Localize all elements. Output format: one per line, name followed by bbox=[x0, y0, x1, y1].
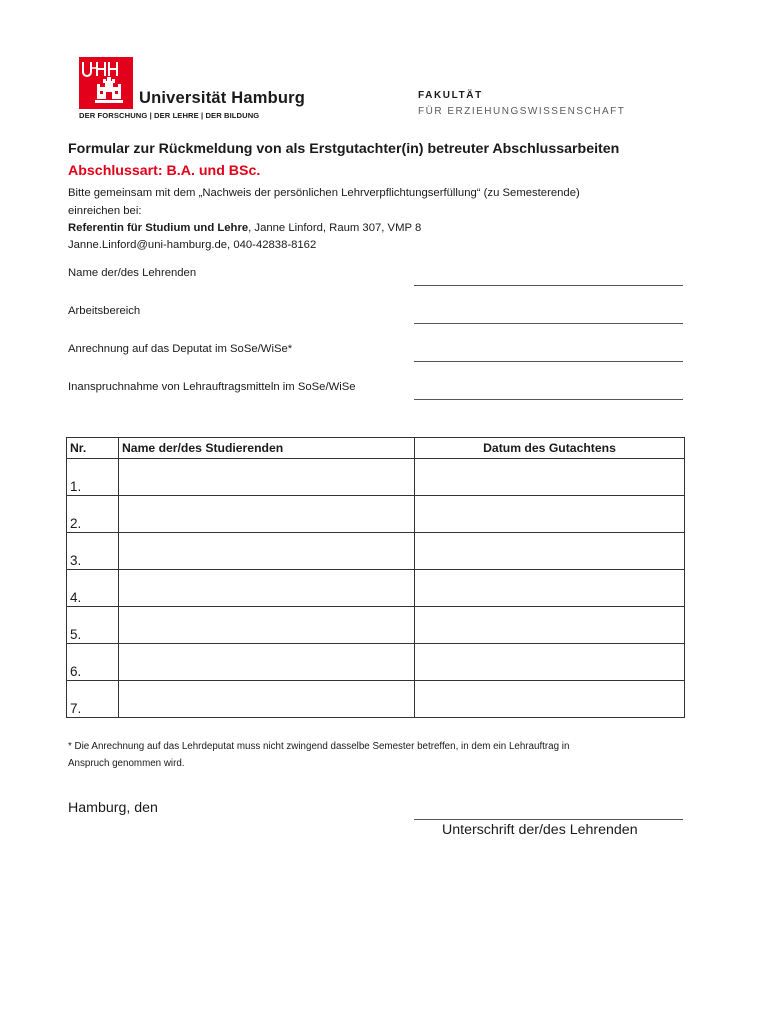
student-name-cell[interactable] bbox=[119, 533, 415, 570]
review-date-cell[interactable] bbox=[415, 533, 685, 570]
contact-details: , Janne Linford, Raum 307, VMP 8 bbox=[248, 222, 422, 234]
row-number: 6. bbox=[67, 644, 119, 681]
intro-text-line: einreichen bei: bbox=[68, 205, 142, 217]
contact-role: Referentin für Studium und Lehre bbox=[68, 222, 249, 234]
lecturer-name-field[interactable] bbox=[414, 285, 683, 286]
review-date-cell[interactable] bbox=[415, 496, 685, 533]
faculty-name: FÜR ERZIEHUNGSWISSENSCHAFT bbox=[418, 106, 626, 117]
student-name-cell[interactable] bbox=[119, 644, 415, 681]
row-number: 2. bbox=[67, 496, 119, 533]
student-name-cell[interactable] bbox=[119, 459, 415, 496]
table-row bbox=[67, 607, 685, 644]
work-area-field[interactable] bbox=[414, 323, 683, 324]
work-area-label: Arbeitsbereich bbox=[68, 305, 141, 317]
student-name-cell[interactable] bbox=[119, 496, 415, 533]
row-number: 7. bbox=[67, 681, 119, 718]
table-row bbox=[67, 459, 685, 496]
review-date-cell[interactable] bbox=[415, 570, 685, 607]
column-header-review-date: Datum des Gutachtens bbox=[415, 438, 685, 459]
form-subtitle: Abschlussart: B.A. und BSc. bbox=[68, 163, 261, 179]
faculty-label: FAKULTÄT bbox=[418, 90, 483, 101]
student-name-cell[interactable] bbox=[119, 681, 415, 718]
signature-label: Unterschrift der/des Lehrenden bbox=[442, 822, 638, 838]
review-date-cell[interactable] bbox=[415, 607, 685, 644]
review-date-cell[interactable] bbox=[415, 681, 685, 718]
student-name-cell[interactable] bbox=[119, 607, 415, 644]
table-row bbox=[67, 570, 685, 607]
row-number: 5. bbox=[67, 607, 119, 644]
contact-line bbox=[68, 222, 421, 234]
place-date-label: Hamburg, den bbox=[68, 800, 158, 816]
footnote-text: Anspruch genommen wird. bbox=[68, 758, 185, 769]
row-number: 3. bbox=[67, 533, 119, 570]
row-number: 4. bbox=[67, 570, 119, 607]
contact-email-phone: Janne.Linford@uni-hamburg.de, 040-42838-8162 bbox=[68, 239, 317, 251]
signature-field[interactable] bbox=[414, 819, 683, 820]
table-row bbox=[67, 496, 685, 533]
university-name: Universität Hamburg bbox=[139, 89, 306, 107]
table-row bbox=[67, 681, 685, 718]
student-name-cell[interactable] bbox=[119, 570, 415, 607]
lecturer-name-label: Name der/des Lehrenden bbox=[68, 267, 197, 279]
footnote-text: * Die Anrechnung auf das Lehrdeputat muss nicht zwingend dasselbe Semester betreffen, in dem ein Lehrauftrag in bbox=[68, 741, 570, 752]
column-header-student-name: Name der/des Studierenden bbox=[119, 438, 415, 459]
row-number: 1. bbox=[67, 459, 119, 496]
university-tagline: DER FORSCHUNG | DER LEHRE | DER BILDUNG bbox=[79, 111, 260, 120]
column-header-nr: Nr. bbox=[67, 438, 119, 459]
form-title: Formular zur Rückmeldung von als Erstgutachter(in) betreuter Abschlussarbeiten bbox=[68, 141, 620, 157]
review-date-cell[interactable] bbox=[415, 644, 685, 681]
students-table bbox=[66, 437, 685, 718]
intro-text-line: Bitte gemeinsam mit dem „Nachweis der persönlichen Lehrverpflichtungserfüllung“ (zu Semesterende) bbox=[68, 187, 580, 199]
deputat-credit-field[interactable] bbox=[414, 361, 683, 362]
deputat-credit-label: Anrechnung auf das Deputat im SoSe/WiSe* bbox=[68, 343, 293, 355]
teaching-funds-field[interactable] bbox=[414, 399, 683, 400]
teaching-funds-label: Inanspruchnahme von Lehrauftragsmitteln im SoSe/WiSe bbox=[68, 381, 356, 393]
table-row bbox=[67, 644, 685, 681]
university-logo bbox=[79, 57, 133, 109]
review-date-cell[interactable] bbox=[415, 459, 685, 496]
table-row bbox=[67, 533, 685, 570]
table-header-row bbox=[67, 438, 685, 459]
